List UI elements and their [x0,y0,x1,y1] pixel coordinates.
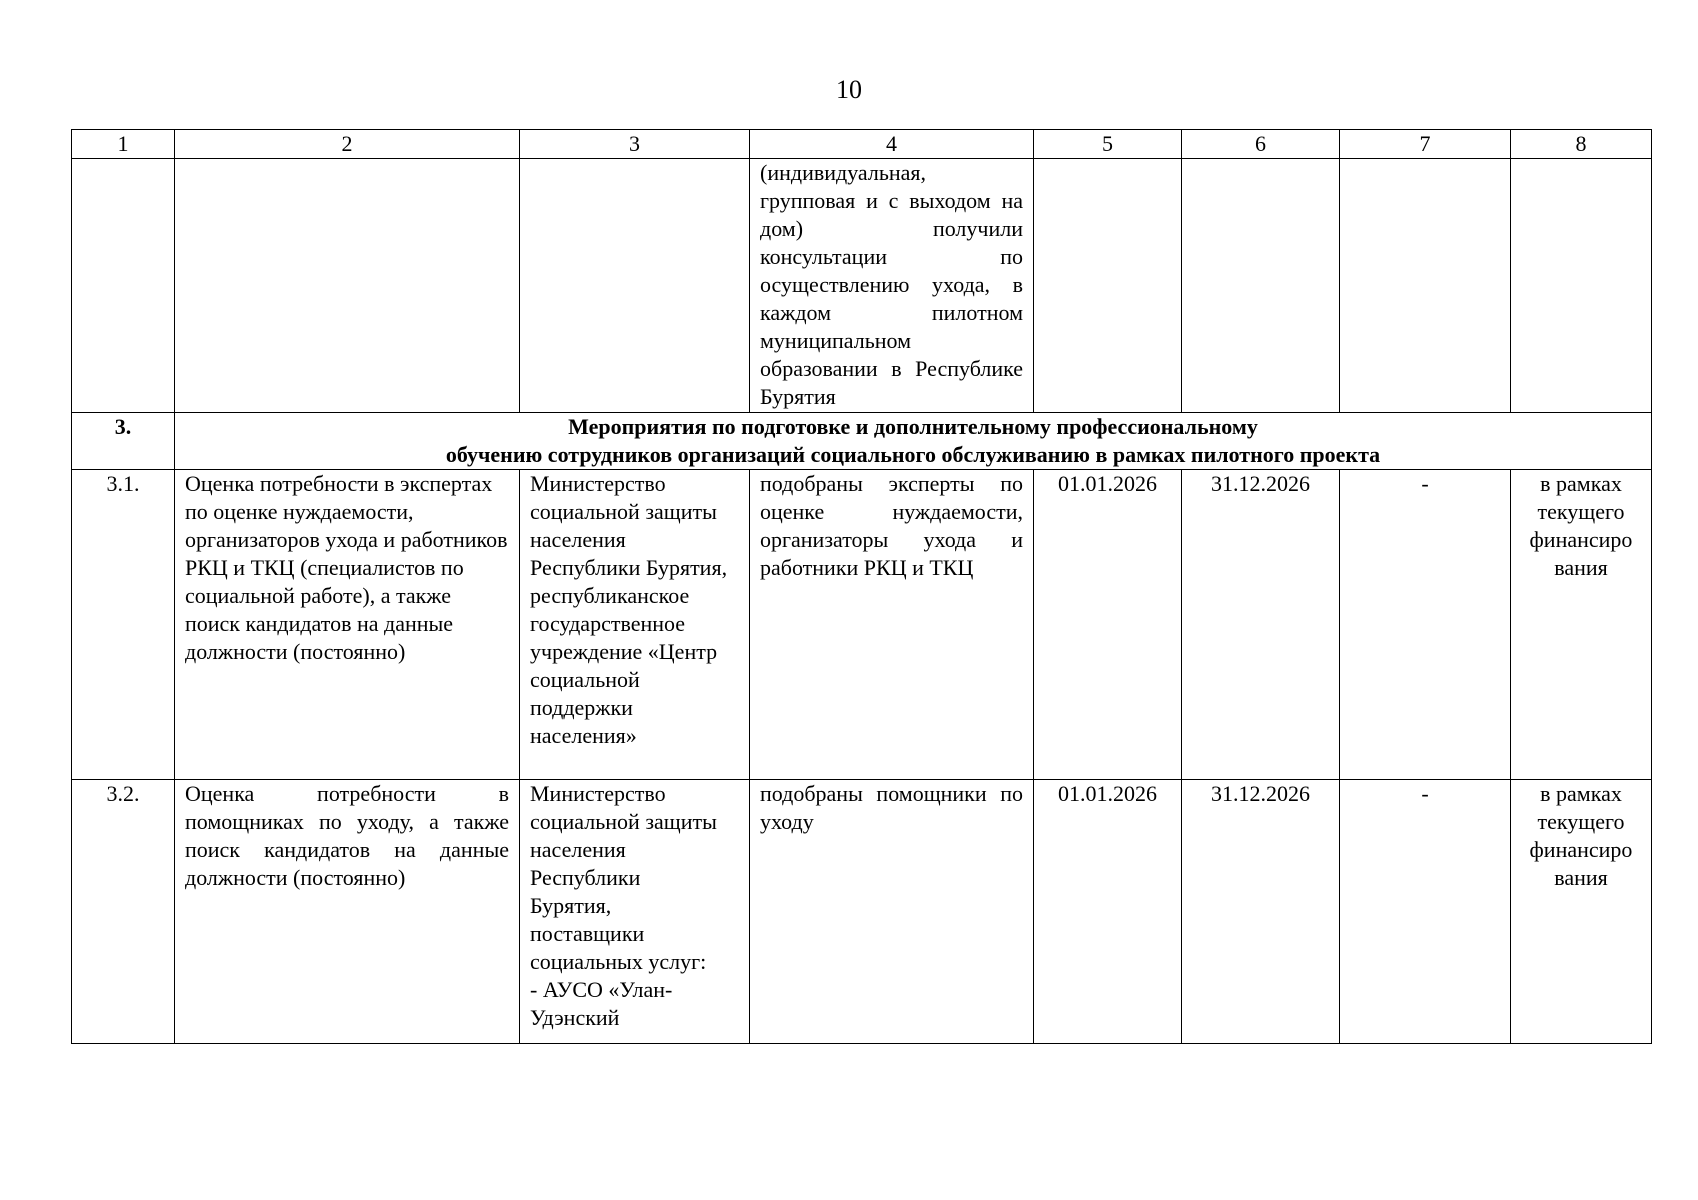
table-cell [1034,159,1182,413]
result-cell: (индивидуальная, групповая и с выходом на дом) получили консультации по осуществлению ухода, в каждом пилотном муниципальном образовании в Республике Бурятия [750,159,1034,413]
responsible-line: поставщики [530,921,645,946]
column-header: 7 [1340,130,1511,159]
table-cell [1340,159,1511,413]
table-row [72,470,1652,780]
column-header: 6 [1182,130,1340,159]
section-row [72,413,1652,470]
table-row [72,780,1652,1044]
row-number: 3.1. [72,470,175,780]
column-header: 4 [750,130,1034,159]
responsible-line: Удэнский [530,1005,620,1030]
column-header: 1 [72,130,175,159]
responsible-line: Бурятия, [530,893,612,918]
responsible-cell [520,780,750,1044]
column-header-row [72,130,1652,159]
col7-cell: - [1340,470,1511,780]
section-number: 3. [72,413,175,470]
responsible-line: Министерство [530,781,666,806]
responsible-line: социальной защиты [530,809,717,834]
table-cell [175,159,520,413]
column-header: 2 [175,130,520,159]
activity-cell: Оценка потребности в экспертах по оценке нуждаемости, организаторов ухода и работников РКЦ и ТКЦ (специалистов по социальной работе), а также поиск кандидатов на данные должности (постоянно) [175,470,520,780]
financing-cell: в рамках текущего финансиро вания [1511,470,1652,780]
table-cell [72,159,175,413]
responsible-cell: Министерство социальной защиты населения Республики Бурятия, республиканское государственное учреждение «Центр социальной поддержки населения» [520,470,750,780]
section-title [175,413,1652,470]
section-title-line: Мероприятия по подготовке и дополнительному профессиональному [568,414,1258,439]
responsible-line: - АУСО «Улан- [530,977,673,1002]
start-date-cell: 01.01.2026 [1034,780,1182,1044]
column-header: 8 [1511,130,1652,159]
financing-cell: в рамках текущего финансиро вания [1511,780,1652,1044]
end-date-cell: 31.12.2026 [1182,780,1340,1044]
table-cell [1182,159,1340,413]
column-header: 5 [1034,130,1182,159]
continuation-row [72,159,1652,413]
responsible-line: социальных услуг: [530,949,707,974]
responsible-line: населения [530,837,626,862]
result-cell: подобраны помощники по уходу [750,780,1034,1044]
responsible-line: Республики [530,865,641,890]
col7-cell: - [1340,780,1511,1044]
end-date-cell: 31.12.2026 [1182,470,1340,780]
section-title-line: обучению сотрудников организаций социального обслуживанию в рамках пилотного проекта [445,442,1381,467]
table-cell [1511,159,1652,413]
start-date-cell: 01.01.2026 [1034,470,1182,780]
table-cell [520,159,750,413]
row-number: 3.2. [72,780,175,1044]
page-number: 10 [836,75,862,104]
column-header: 3 [520,130,750,159]
plan-table [71,129,1652,1044]
result-cell: подобраны эксперты по оценке нуждаемости, организаторы ухода и работники РКЦ и ТКЦ [750,470,1034,780]
activity-cell: Оценка потребности в помощниках по уходу, а также поиск кандидатов на данные должности (постоянно) [175,780,520,1044]
